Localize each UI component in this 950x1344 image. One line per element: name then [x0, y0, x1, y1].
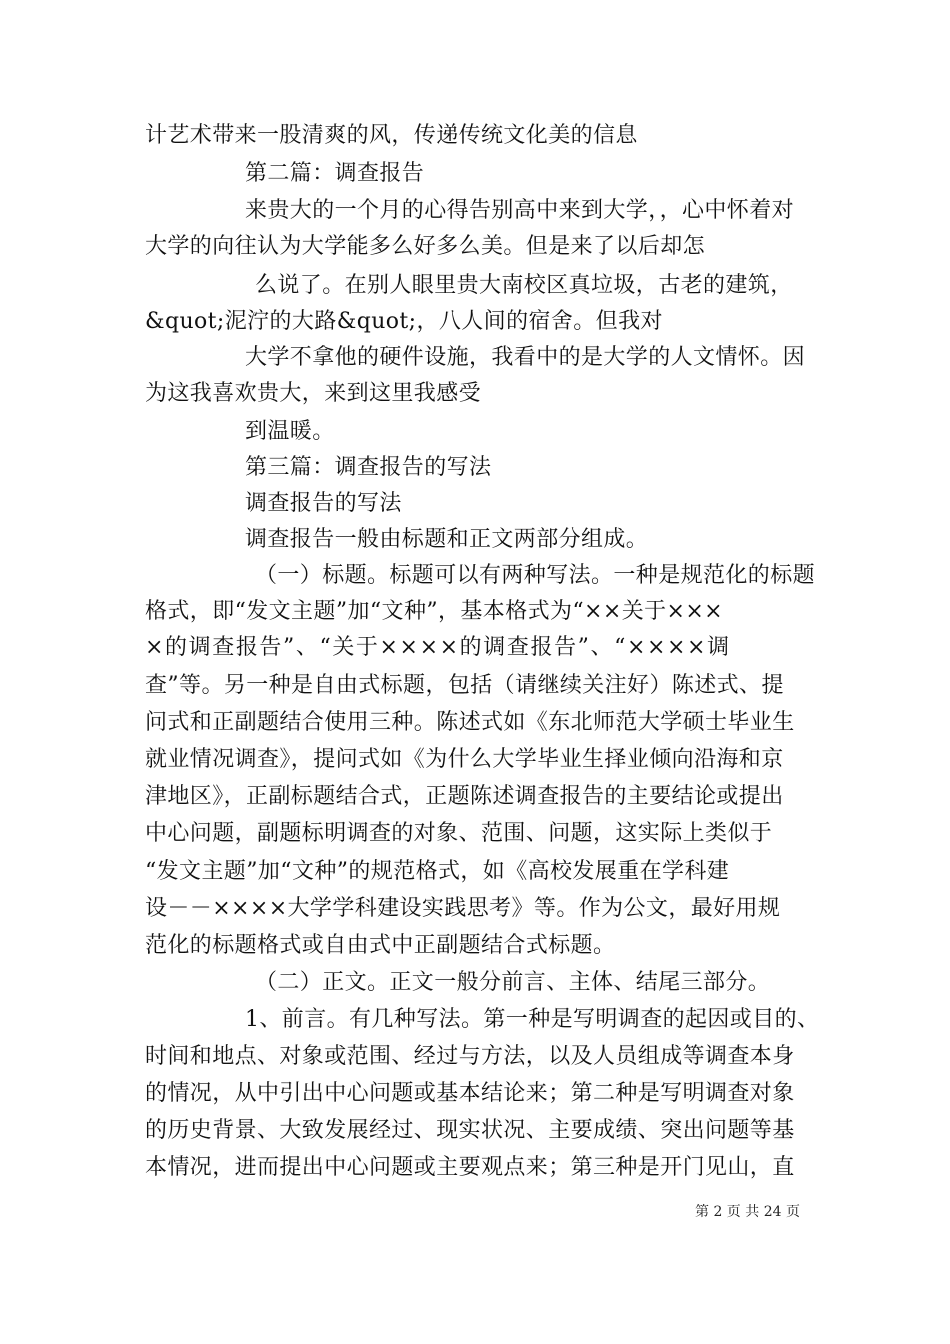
- page-number: 第 2 页 共 24 页: [695, 1204, 800, 1220]
- text-line: 查”等。另一种是自由式标题，包括（请继续关注好）陈述式、提: [145, 673, 784, 698]
- text-line: 来贵大的一个月的心得告别高中来到大学，，心中怀着对: [245, 198, 795, 223]
- text-line: 大学的向往认为大学能多么好多么美。但是来了以后却怎: [145, 234, 706, 259]
- text-line: &quot;泥泞的大路&quot;，八人间的宿舍。但我对: [145, 309, 663, 334]
- article-title: 调查报告的写法: [245, 491, 402, 516]
- text-line: 1、前言。有几种写法。第一种是写明调查的起因或目的、: [245, 1007, 820, 1032]
- text-line: 就业情况调查》，提问式如《为什么大学毕业生择业倾向沿海和京: [145, 747, 784, 772]
- text-line: 津地区》，正副标题结合式，正题陈述调查报告的主要结论或提出: [145, 784, 784, 809]
- text-line: 大学不拿他的硬件设施，我看中的是大学的人文情怀。因: [245, 345, 806, 370]
- text-line: （一）标题。标题可以有两种写法。一种是规范化的标题: [255, 563, 816, 588]
- text-line: ×的调查报告”、“关于××××的调查报告”、“××××调: [145, 635, 731, 660]
- text-line: 范化的标题格式或自由式中正副题结合式标题。: [145, 933, 616, 958]
- text-line: 调查报告一般由标题和正文两部分组成。: [245, 527, 649, 552]
- text-line: 格式，即“发文主题”加“文种”，基本格式为“××关于×××: [145, 599, 724, 624]
- text-line: 问式和正副题结合使用三种。陈述式如《东北师范大学硕士毕业生: [145, 710, 795, 735]
- section-heading: 第三篇：调查报告的写法: [245, 455, 492, 480]
- text-line: 本情况，进而提出中心问题或主要观点来；第三种是开门见山，直: [145, 1155, 795, 1180]
- text-line: 的历史背景、大致发展经过、现实状况、主要成绩、突出问题等基: [145, 1118, 795, 1143]
- text-line: 么说了。在别人眼里贵大南校区真垃圾，古老的建筑，: [255, 273, 793, 298]
- text-line: 时间和地点、对象或范围、经过与方法，以及人员组成等调查本身: [145, 1044, 795, 1069]
- text-line: 设－－××××大学学科建设实践思考》等。作为公文，最好用规: [145, 896, 781, 921]
- text-line: 计艺术带来一股清爽的风，传递传统文化美的信息: [145, 123, 638, 148]
- text-line: 的情况，从中引出中心问题或基本结论来；第二种是写明调查对象: [145, 1081, 795, 1106]
- text-line: （二）正文。正文一般分前言、主体、结尾三部分。: [255, 970, 771, 995]
- section-heading: 第二篇：调查报告: [245, 161, 425, 186]
- text-line: 为这我喜欢贵大，来到这里我感受: [145, 381, 482, 406]
- text-line: 中心问题，副题标明调查的对象、范围、问题，这实际上类似于: [145, 821, 773, 846]
- text-line: “发文主题”加“文种”的规范格式，如《高校发展重在学科建: [145, 859, 730, 884]
- text-line: 到温暖。: [245, 419, 335, 444]
